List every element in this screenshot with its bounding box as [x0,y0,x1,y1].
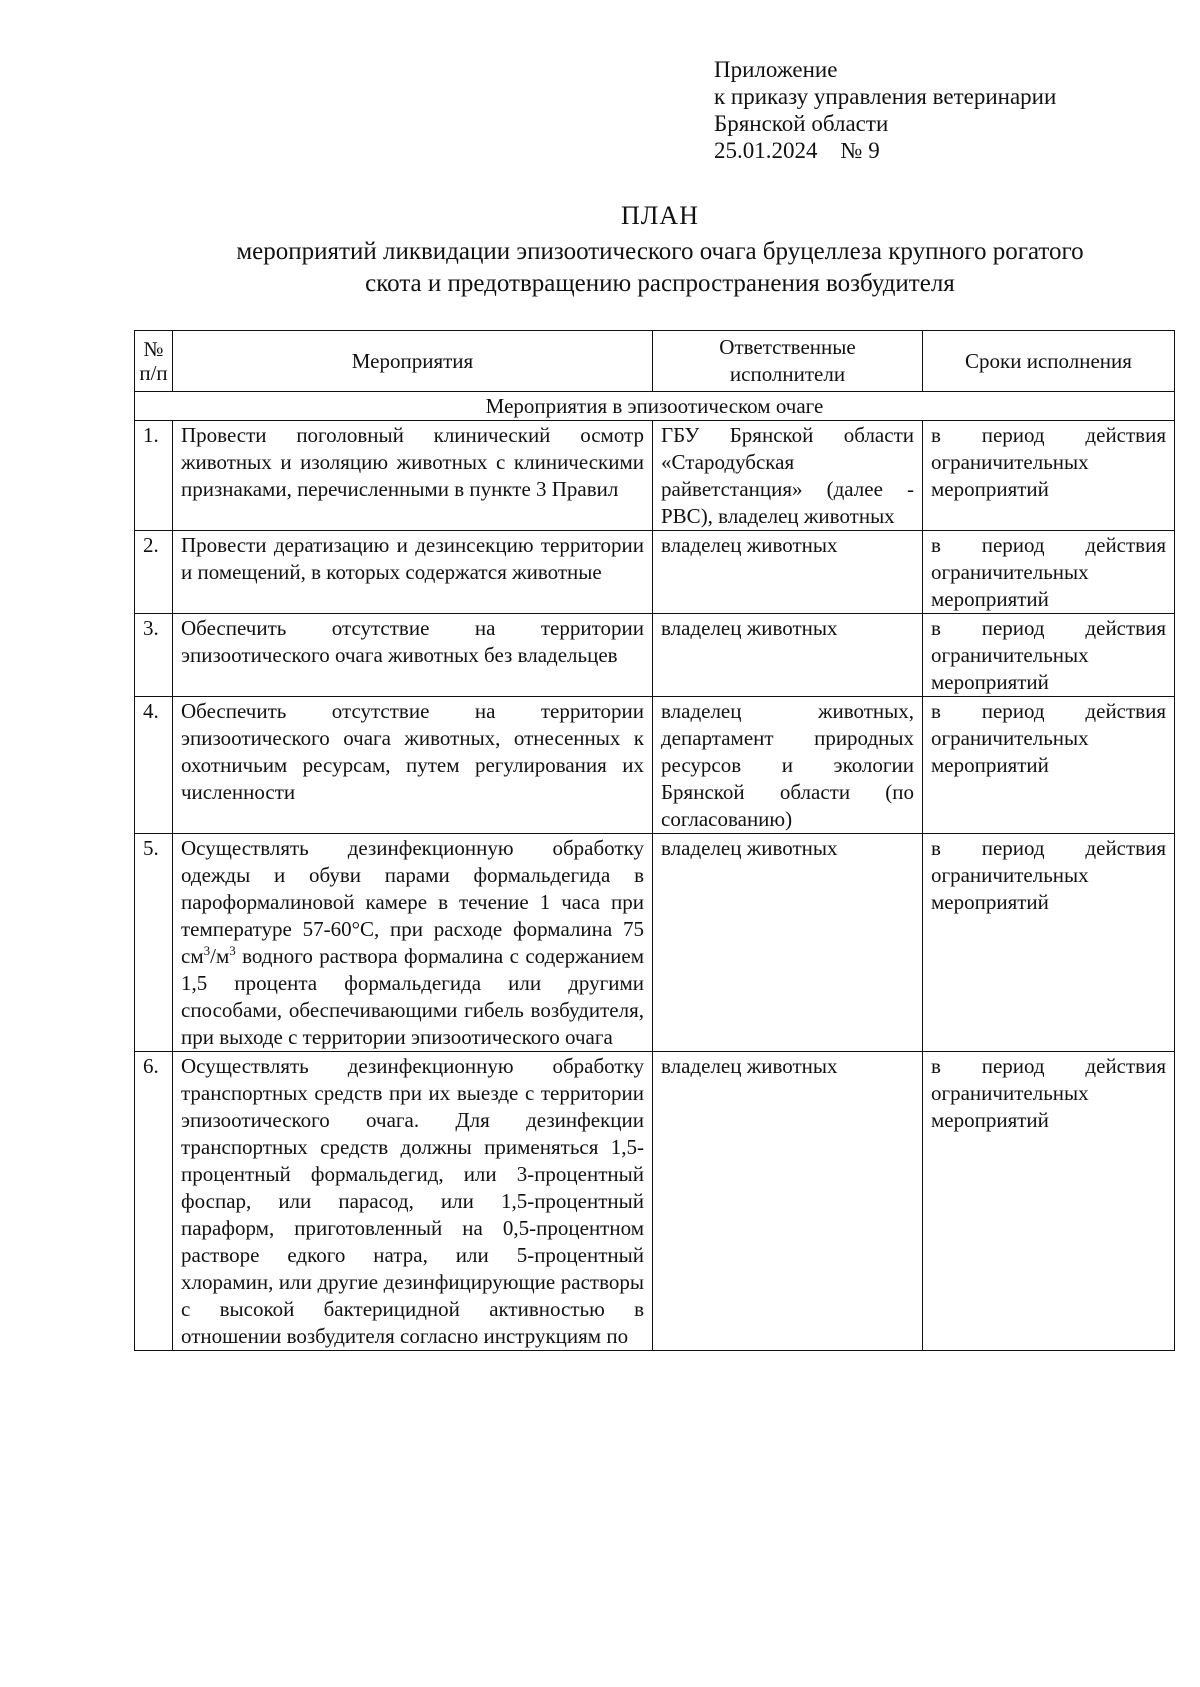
document-title [130,200,1190,300]
table-header-row [135,331,1175,392]
header-responsible [653,331,923,392]
row-action [173,834,653,1052]
row-term: в период действия ограничительных мероприятий [923,697,1175,834]
row-term: в период действия ограничительных мероприятий [923,1052,1175,1351]
appendix-line: Брянской области [714,111,889,136]
table-row [135,421,1175,531]
section-row [135,392,1175,421]
appendix-date-number: 25.01.2024 № 9 [714,138,880,163]
row-action-text: /м [210,944,230,968]
row-term: в период действия ограничительных мероприятий [923,421,1175,531]
row-responsible: владелец животных [653,614,923,697]
row-responsible: владелец животных [653,531,923,614]
row-action: Обеспечить отсутствие на территории эпизоотического очага животных, отнесенных к охотничьим ресурсам, путем регулирования их численности [173,697,653,834]
appendix-line: Приложение [714,57,838,82]
section-title: Мероприятия в эпизоотическом очаге [135,392,1175,421]
row-action-text: водного раствора формалина с содержанием 1,5 процента формальдегида или другими способами, обеспечивающими гибель возбудителя, при выходе с территории эпизоотического очага [181,944,644,1049]
row-action: Осуществлять дезинфекционную обработку транспортных средств при их выезде с территории эпизоотического очага. Для дезинфекции транспортных средств должны применяться 1,5-процентный формальдегид, или 3-процентный фоспар, или парасод, или 1,5-процентный параформ, приготовленный на 0,5-процентном растворе едкого натра, или 5-процентный хлорамин, или другие дезинфицирующие растворы с высокой бактерицидной активностью в отношении возбудителя согласно инструкциям по [173,1052,653,1351]
table-row [135,1052,1175,1351]
appendix-block [714,56,1056,164]
header-action: Мероприятия [173,331,653,392]
table-row [135,614,1175,697]
row-action: Провести поголовный клинический осмотр животных и изоляцию животных с клиническими признаками, перечисленными в пункте 3 Правил [173,421,653,531]
row-number: 4. [135,697,173,834]
row-term: в период действия ограничительных мероприятий [923,834,1175,1052]
row-responsible: ГБУ Брянской области «Стародубская райветстанция» (далее - РВС), владелец животных [653,421,923,531]
row-number: 3. [135,614,173,697]
plan-table [134,330,1175,1351]
header-responsible-line: Ответственные [719,335,856,359]
table-row [135,697,1175,834]
superscript: 3 [203,943,211,958]
row-term: в период действия ограничительных мероприятий [923,531,1175,614]
header-num-label: п/п [139,361,168,385]
row-action: Обеспечить отсутствие на территории эпизоотического очага животных без владельцев [173,614,653,697]
row-number: 2. [135,531,173,614]
table-row [135,531,1175,614]
row-action-text: Осуществлять дезинфекционную обработку одежды и обуви парами формальдегида в пароформалиновой камере в течение 1 часа при температуре 57-60°С, при расходе формалина 75 см [181,836,644,968]
header-responsible-line: исполнители [729,362,846,386]
row-number: 6. [135,1052,173,1351]
row-responsible: владелец животных [653,834,923,1052]
row-term: в период действия ограничительных мероприятий [923,614,1175,697]
title-line: скота и предотвращению распространения возбудителя [365,270,955,297]
table-row [135,834,1175,1052]
title-line: мероприятий ликвидации эпизоотического очага бруцеллеза крупного рогатого [236,238,1084,265]
header-num [135,331,173,392]
appendix-line: к приказу управления ветеринарии [714,84,1057,109]
row-responsible: владелец животных, департамент природных ресурсов и экологии Брянской области (по согласованию) [653,697,923,834]
superscript: 3 [229,943,236,958]
header-term: Сроки исполнения [923,331,1175,392]
row-number: 1. [135,421,173,531]
title-main: ПЛАН [621,201,699,230]
row-number: 5. [135,834,173,1052]
header-num-sign: № [143,337,164,361]
row-action: Провести дератизацию и дезинсекцию территории и помещений, в которых содержатся животные [173,531,653,614]
row-responsible: владелец животных [653,1052,923,1351]
